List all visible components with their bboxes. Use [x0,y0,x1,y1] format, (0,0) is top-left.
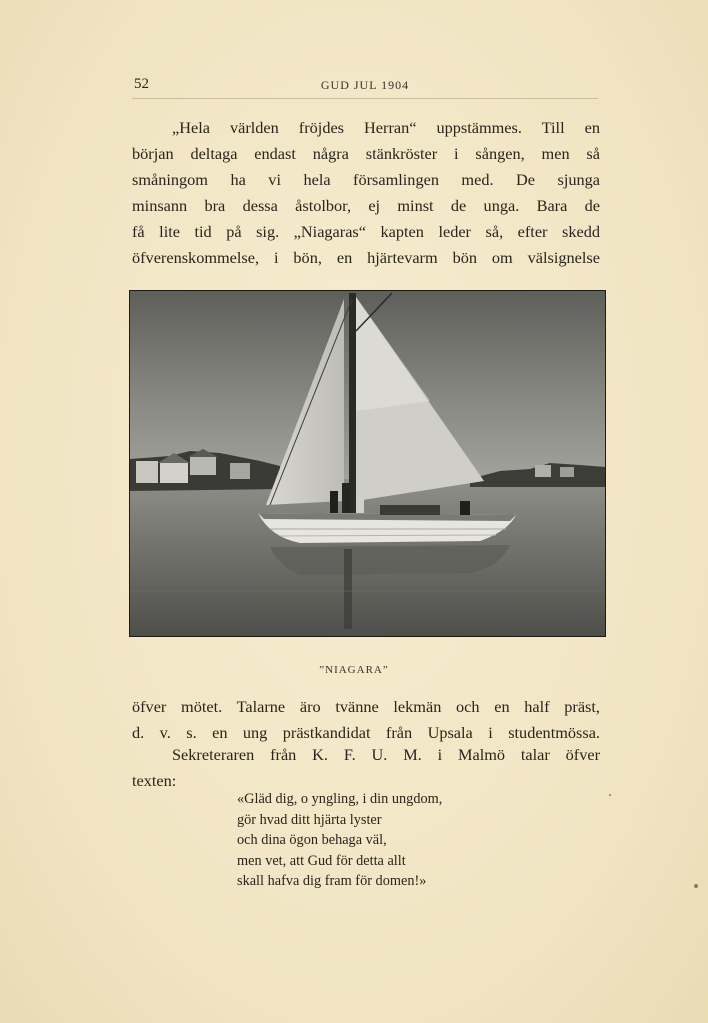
paragraph-1 [132,115,600,271]
paragraph-3 [132,742,600,794]
text-line: d. v. s. en ung prästkandidat från Upsala i studentmössa. [132,723,600,742]
text-line: texten: [132,771,177,790]
poem-line: skall hafva dig fram för domen!» [237,873,427,889]
text-line: Sekreteraren från K. F. U. M. i Malmö talar öfver [172,745,600,764]
poem-quote [237,789,442,892]
paper-speck [694,884,698,888]
text-line: minsann bra dessa åstolbor, ej minst de unga. Bara de [132,196,600,215]
sailboat-photo [129,290,606,637]
text-line: början deltaga endast några stänkröster i sången, men så [132,144,600,163]
running-title: GUD JUL 1904 [320,78,410,92]
poem-line: gör hvad ditt hjärta lyster [237,811,382,828]
text-line: få lite tid på sig. „Niagaras“ kapten leder så, efter skedd [132,222,600,241]
text-line: öfverenskommelse, i bön, en hjärtevarm bön om välsignelse [132,248,600,267]
text-line: öfver mötet. Talarne äro tvänne lekmän och en half präst, [132,697,600,716]
text-line: småningom ha vi hela församlingen med. De sjunga [132,170,600,189]
paper-speck [609,794,611,796]
figure-caption: ”NIAGARA” [319,664,389,676]
page-header [132,76,598,99]
poem-line: «Gläd dig, o yngling, i din ungdom, [237,791,443,807]
sailboat-photo-icon [130,291,605,636]
poem-line: och dina ögon behaga väl, [237,832,387,848]
page-number: 52 [134,76,149,92]
paragraph-2 [132,694,600,746]
text-line: „Hela världen fröjdes Herran“ uppstämmes. Till en [172,118,600,137]
poem-line: men vet, att Gud för detta allt [237,852,406,869]
